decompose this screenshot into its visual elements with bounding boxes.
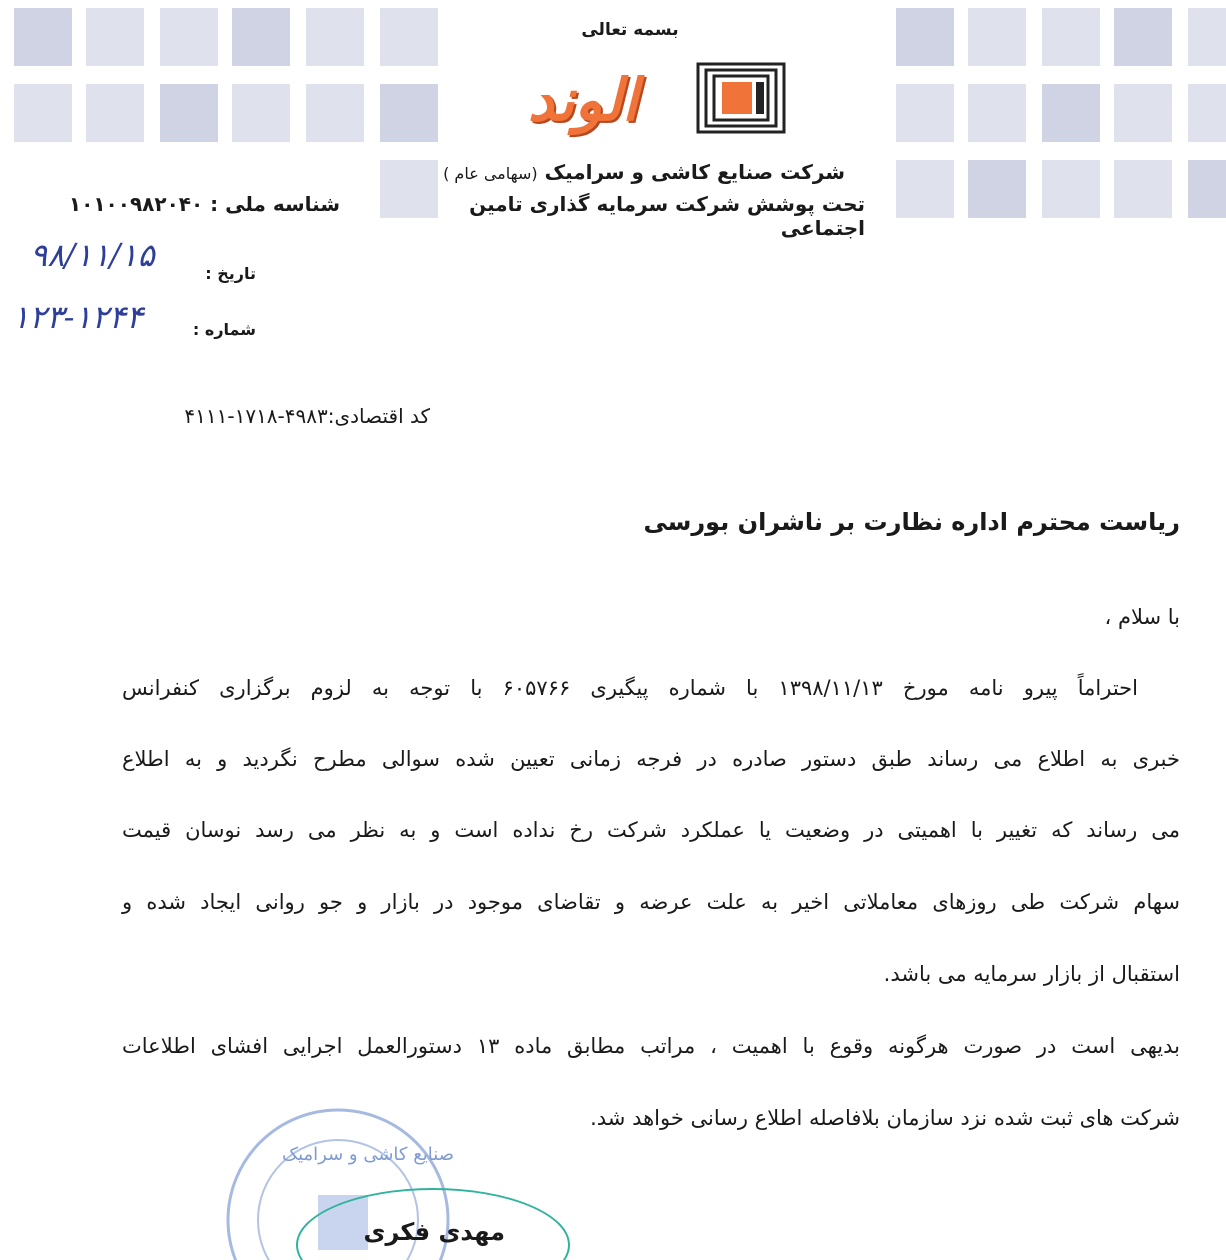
company-name: شرکت صنایع کاشی و سرامیک [544,160,845,184]
company-logo [478,58,790,142]
decorative-tile [14,8,72,66]
decorative-tile [160,8,218,66]
number-value: ۱۲۳-۱۲۴۴ [12,298,144,336]
decorative-tile [896,84,954,142]
decorative-tile [1114,8,1172,66]
body-line: می رساند که تغییر با اهمیتی در وضعیت یا عملکرد شرکت رخ نداده است و به نظر می رسد نوسان قیمت [122,818,1180,842]
recipient: ریاست محترم اداره نظارت بر ناشران بورسی [643,508,1180,536]
decorative-tile [1042,160,1100,218]
decorative-tile [306,84,364,142]
date-label: تاریخ : [205,264,256,283]
national-id: شناسه ملی : ۱۰۱۰۰۹۸۲۰۴۰ [68,192,340,216]
decorative-tile [14,84,72,142]
basmala: بسمه تعالی [581,20,679,40]
decorative-tile [968,8,1026,66]
stamp-text: صنایع کاشی و سرامیک [282,1144,454,1165]
decorative-tile [1188,8,1226,66]
decorative-tile [896,8,954,66]
decorative-tile [1042,8,1100,66]
economic-code: کد اقتصادی:۴۹۸۳-۱۷۱۸-۴۱۱۱ [184,404,430,428]
decorative-tile [1188,84,1226,142]
decorative-tile [232,84,290,142]
company-type: (سهامی عام ) [443,164,538,183]
body-line: استقبال از بازار سرمایه می باشد. [883,962,1180,986]
body-line: بدیهی است در صورت هرگونه وقوع با اهمیت ، مراتب مطابق ماده ۱۳ دستورالعمل اجرایی افشای اطلاعات [122,1034,1180,1058]
decorative-tile [380,8,438,66]
logo-mark-icon [696,62,786,134]
company-name-line [400,160,845,184]
parent-company: تحت پوشش شرکت سرمایه گذاری تامین اجتماعی [469,192,865,240]
brand-name: الوند [527,66,639,134]
decorative-tile [968,160,1026,218]
decorative-tile [1114,84,1172,142]
number-label: شماره : [192,320,256,339]
body-line: احتراماً پیرو نامه مورخ ۱۳۹۸/۱۱/۱۳ با شماره پیگیری ۶۰۵۷۶۶ با توجه به لزوم برگزاری کنفرانس [122,676,1138,700]
decorative-tile [1114,160,1172,218]
decorative-tile [160,84,218,142]
decorative-tile [306,8,364,66]
decorative-tile [968,84,1026,142]
signer-name: مهدی فکری [363,1218,505,1246]
decorative-tile [1042,84,1100,142]
greeting: با سلام ، [1104,605,1180,629]
decorative-tile [380,84,438,142]
body-line: شرکت های ثبت شده نزد سازمان بلافاصله اطلاع رسانی خواهد شد. [590,1106,1180,1130]
body-line: سهام شرکت طی روزهای معاملاتی اخیر به علت عرضه و تقاضای موجود در بازار و جو روانی ایجاد شده و [122,890,1180,914]
body-line: خبری به اطلاع می رساند طبق دستور صادره در فرجه زمانی تعیین شده سوالی مطرح نگردید و به اطلاع [122,747,1180,771]
decorative-tile [896,160,954,218]
date-value: ۹۸/۱۱/۱۵ [30,236,155,274]
decorative-tile [86,8,144,66]
decorative-tile [86,84,144,142]
decorative-tile [1188,160,1226,218]
decorative-tile [232,8,290,66]
